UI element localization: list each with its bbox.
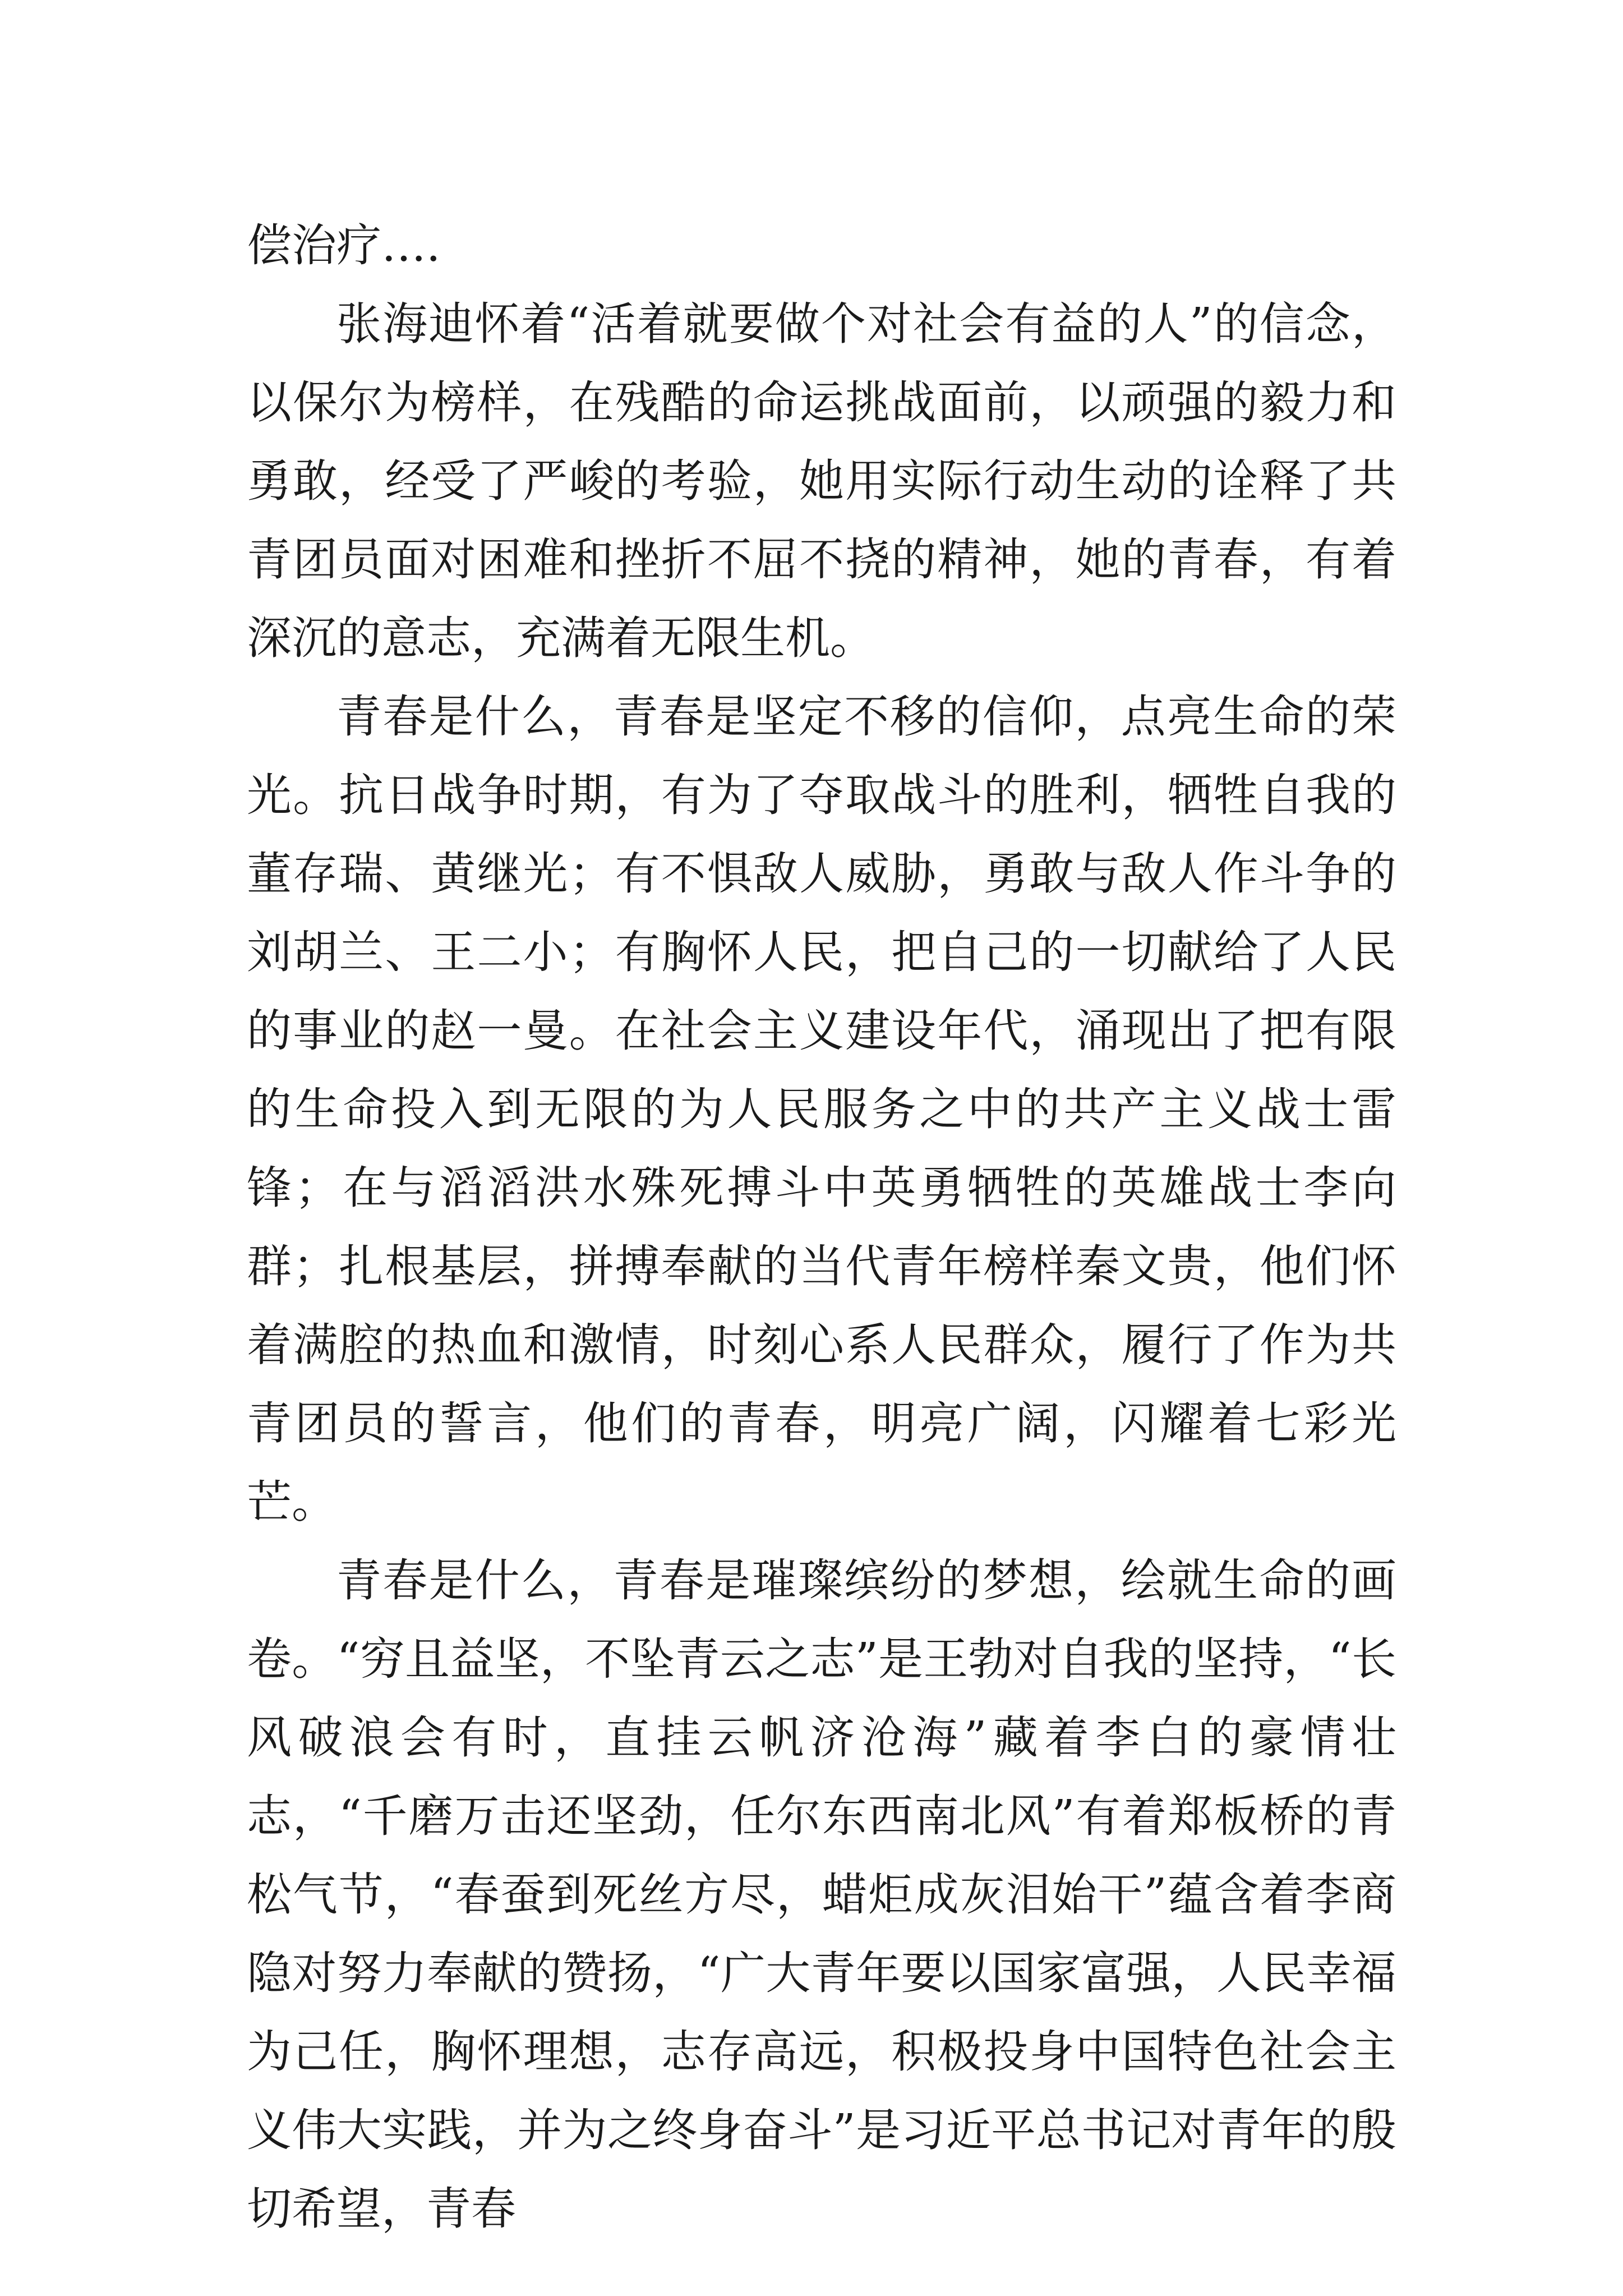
- paragraph-continuation: 偿治疗….: [247, 219, 441, 272]
- paragraph-youth-faith: 青春是什么，青春是坚定不移的信仰，点亮生命的荣光。抗日战争时期，有为了夺取战斗的胜利，牺牲自我的董存瑞、黄继光；有不惧敌人威胁，勇敢与敌人作斗争的刘胡兰、王二小；有胸怀人民，把自己的一切献给了人民的事业的赵一曼。在社会主义建设年代，涌现出了把有限的生命投入到无限的为人民服务之中的共产主义战士雷锋；在与滔滔洪水殊死搏斗中英勇牺牲的英雄战士李向群；扎根基层，拼搏奉献的当代青年榜样秦文贵，他们怀着满腔的热血和激情，时刻心系人民群众，履行了作为共青团员的誓言，他们的青春，明亮广阔，闪耀着七彩光芒。: [247, 691, 1396, 1528]
- paragraph-zhang-haidi: 张海迪怀着“活着就要做个对社会有益的人”的信念，以保尔为榜样，在残酷的命运挑战面前，以顽强的毅力和勇敢，经受了严峻的考验，她用实际行动生动的诠释了共青团员面对困难和挫折不屈不挠的精神，她的青春，有着深沉的意志，充满着无限生机。: [247, 298, 1396, 664]
- document-body: [247, 206, 1396, 2248]
- paragraph-youth-dream: 青春是什么，青春是璀璨缤纷的梦想，绘就生命的画卷。“穷且益坚，不坠青云之志”是王勃对自我的坚持，“长风破浪会有时，直挂云帆济沧海”藏着李白的豪情壮志，“千磨万击还坚劲，任尔东西南北风”有着郑板桥的青松气节，“春蚕到死丝方尽，蜡炬成灰泪始干”蕴含着李商隐对努力奉献的赞扬，“广大青年要以国家富强，人民幸福为己任，胸怀理想，志存高远，积极投身中国特色社会主义伟大实践，并为之终身奋斗”是习近平总书记对青年的殷切希望，青春: [247, 1554, 1396, 2235]
